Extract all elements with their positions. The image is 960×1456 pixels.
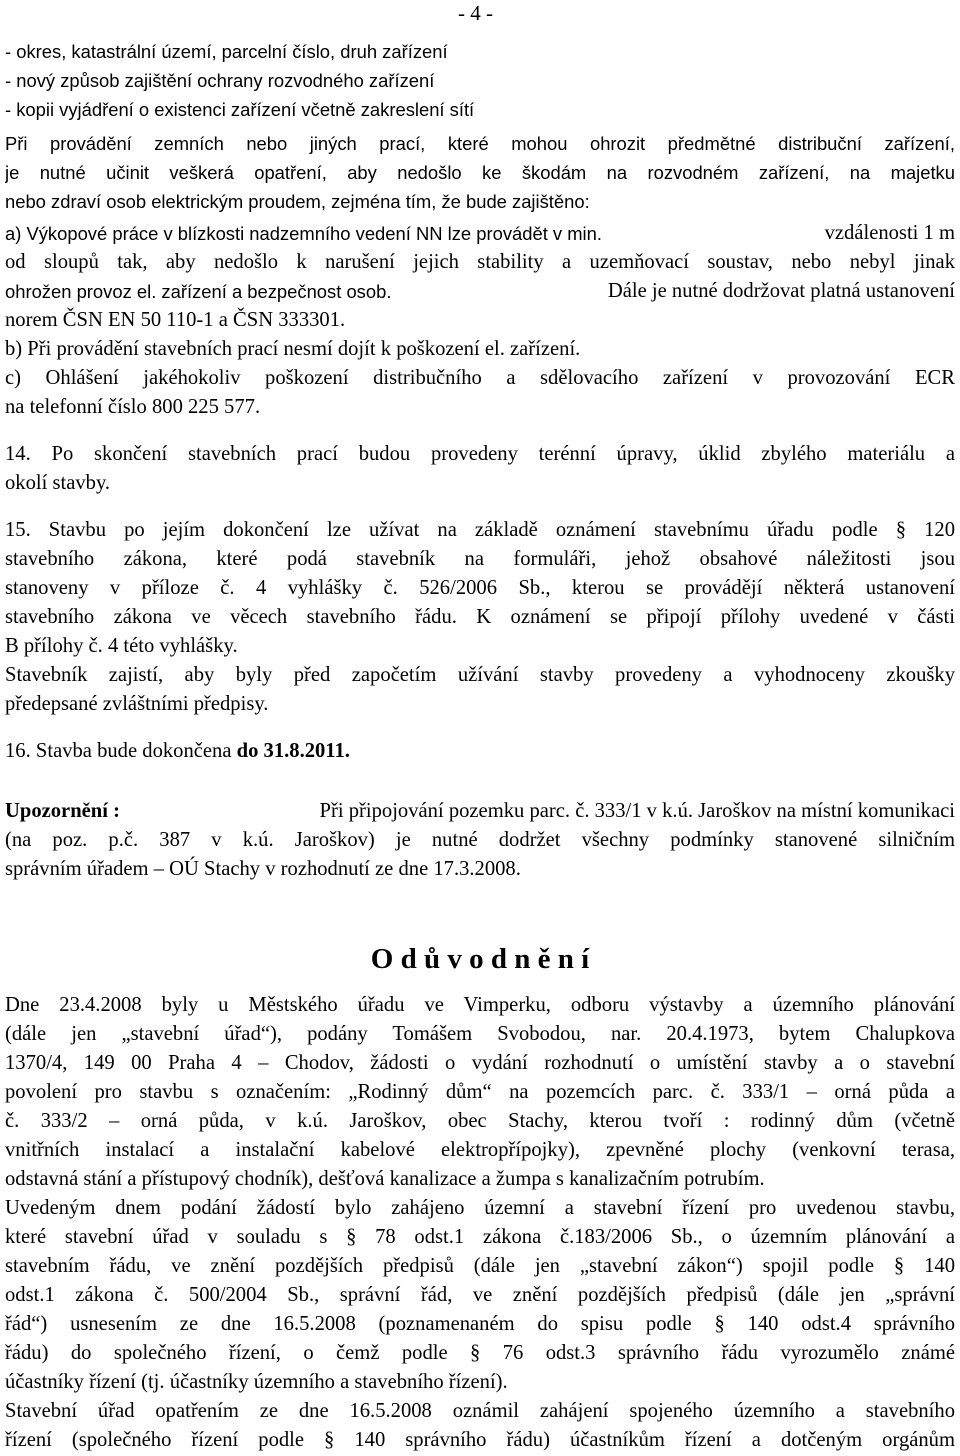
phone-line: na telefonní číslo 800 225 577.	[5, 396, 261, 418]
item-15-line: 15. Stavbu po jejím dokončení lze užívat na základě oznámení stavebnímu úřadu podle § 120	[5, 519, 955, 541]
conditions-text-serif: Dále je nutné dodržovat platná ustanovení	[607, 280, 955, 302]
item-14-line: okolí stavby.	[5, 472, 111, 494]
reasoning-line: které stavební úřad v souladu s § 78 odst.1 zákona č.183/2006 Sb., o územním plánování a	[5, 1226, 955, 1248]
reasoning-line: povolení pro stavbu s označením: „Rodinný dům“ na pozemcích parc. č. 333/1 – orná půda a	[5, 1081, 955, 1103]
reasoning-line: řízení (společného řízení podle § 140 správního řádu) účastníkům řízení a dotčeným orgánům	[5, 1429, 955, 1451]
conditions-line: je nutné učinit veškerá opatření, aby nedošlo ke škodám na rozvodném zařízení, na majetku	[5, 162, 955, 183]
reasoning-line: č. 333/2 – orná půda, v k.ú. Jaroškov, obec Stachy, kterou tvoří : rodinný dům (včetně	[5, 1110, 955, 1132]
condition-c-line: c) Ohlášení jakéhokoliv poškození distribučního a sdělovacího zařízení v provozování ECR	[5, 367, 955, 389]
reasoning-line: řád“) usnesením ze dne 16.5.2008 (poznamenaném do spisu podle § 140 odst.4 správního	[5, 1313, 955, 1335]
condition-a-distance: vzdálenosti 1 m	[824, 222, 955, 244]
reasoning-line: Dne 23.4.2008 byly u Městského úřadu ve Vimperku, odboru výstavby a územního plánování	[5, 994, 955, 1016]
item-15-line: Stavebník zajistí, aby byly před započetím užívání stavby provedeny a vyhodnoceny zkoušky	[5, 664, 955, 686]
bullet-item: - kopii vyjádření o existenci zařízení včetně zakreslení sítí	[5, 99, 475, 120]
reasoning-line: Uvedeným dnem podání žádostí bylo zahájeno územní a stavební řízení pro uvedenou stavbu,	[5, 1197, 955, 1219]
condition-a-text: a) Výkopové práce v blízkosti nadzemního vedení NN lze provádět v min.	[5, 223, 602, 244]
completion-date: do 31.8.2011.	[236, 740, 350, 762]
warning-label: Upozornění :	[5, 800, 120, 822]
page-number: - 4 -	[458, 1, 493, 25]
item-15-line: předepsané zvláštními předpisy.	[5, 693, 269, 715]
conditions-line-mixed	[5, 277, 955, 306]
warning-text: Při připojování pozemku parc. č. 333/1 v k.ú. Jaroškov na místní komunikaci	[319, 800, 955, 822]
warning-line	[5, 797, 955, 826]
item-16-line	[5, 737, 955, 766]
reasoning-line: účastníky řízení (tj. účastníky územního a stavebního řízení).	[5, 1371, 508, 1393]
conditions-line: nebo zdraví osob elektrickým proudem, zejména tím, že bude zajištěno:	[5, 191, 590, 212]
reasoning-line: (dále jen „stavební úřad“), podány Tomášem Svobodou, nar. 20.4.1973, bytem Chalupkova	[5, 1023, 955, 1045]
conditions-line: norem ČSN EN 50 110-1 a ČSN 333301.	[5, 309, 346, 331]
reasoning-line: odstavná stání a přístupový chodník), dešťová kanalizace a žumpa s kanalizačním potrubím.	[5, 1168, 765, 1190]
item-15-line: stavebního zákona, které podá stavebník na formuláři, jehož obsahové náležitosti jsou	[5, 548, 955, 570]
condition-a-line	[5, 219, 955, 248]
reasoning-line: vnitřních instalací a instalační kabelové elektropřípojky), zpevněné plochy (venkovní terasa,	[5, 1139, 955, 1161]
condition-b-line: b) Při provádění stavebních prací nesmí dojít k poškození el. zařízení.	[5, 338, 581, 360]
bullet-item: - nový způsob zajištění ochrany rozvodného zařízení	[5, 70, 435, 91]
reasoning-line: řádu) do společného řízení, o čemž podle § 76 odst.3 správního řádu vyrozumělo známé	[5, 1342, 955, 1364]
item-15-line: B přílohy č. 4 této vyhlášky.	[5, 635, 238, 657]
reasoning-line: stavebním řádu, ve znění pozdějších předpisů (dále jen „stavební zákon“) spojil podle § 140	[5, 1255, 955, 1277]
item-16-text: 16. Stavba bude dokončena	[5, 740, 237, 762]
reasoning-line: 1370/4, 149 00 Praha 4 – Chodov, žádosti o vydání rozhodnutí o umístění stavby a o stavební	[5, 1052, 955, 1074]
section-heading: O d ů v o d n ě n í	[370, 943, 590, 975]
conditions-text-sans: ohrožen provoz el. zařízení a bezpečnost osob.	[5, 281, 392, 302]
warning-line: správním úřadem – OÚ Stachy v rozhodnutí ze dne 17.3.2008.	[5, 858, 521, 880]
reasoning-line: odst.1 zákona č. 500/2004 Sb., správní řád, ve znění pozdějších předpisů (dále jen „správní	[5, 1284, 955, 1306]
item-15-line: stavebního zákona ve věcech stavebního řádu. K oznámení se připojí přílohy uvedené v části	[5, 606, 955, 628]
bullet-item: - okres, katastrální území, parcelní číslo, druh zařízení	[5, 41, 448, 62]
warning-line: (na poz. p.č. 387 v k.ú. Jaroškov) je nutné dodržet všechny podmínky stanovené silničním	[5, 829, 955, 851]
item-14-line: 14. Po skončení stavebních prací budou provedeny terénní úpravy, úklid zbylého materiálu a	[5, 443, 955, 465]
conditions-line: Při provádění zemních nebo jiných prací, které mohou ohrozit předmětné distribuční zařízení,	[5, 133, 955, 154]
conditions-line: od sloupů tak, aby nedošlo k narušení jejich stability a uzemňovací soustav, nebo nebyl jinak	[5, 251, 955, 273]
item-15-line: stanoveny v příloze č. 4 vyhlášky č. 526/2006 Sb., kterou se provádějí některá ustanovení	[5, 577, 955, 599]
reasoning-line: Stavební úřad opatřením ze dne 16.5.2008 oznámil zahájení spojeného územního a stavebního	[5, 1400, 955, 1422]
